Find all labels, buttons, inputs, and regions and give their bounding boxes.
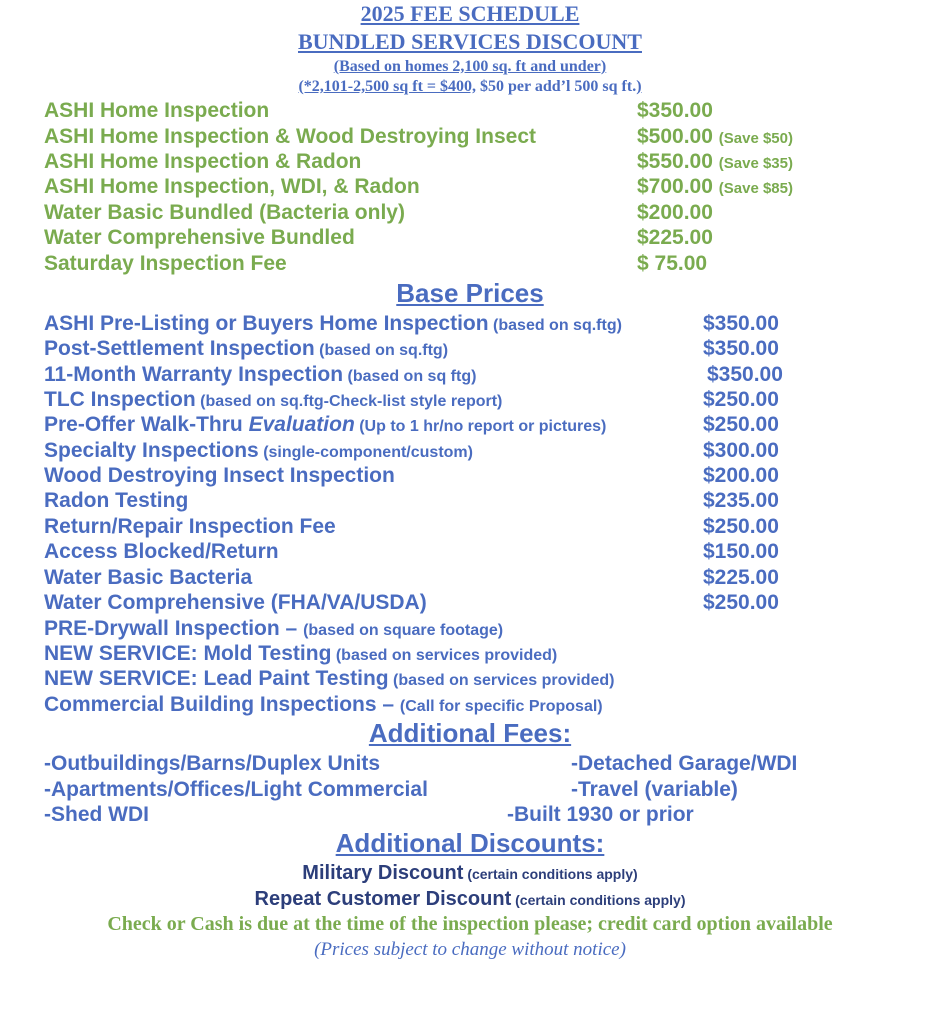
base-item-note: (Call for specific Proposal): [399, 698, 603, 715]
bundled-item: Water Comprehensive Bundled: [44, 226, 355, 249]
bundled-savings: (Save $50): [718, 130, 793, 147]
discount-label: Repeat Customer Discount: [254, 888, 512, 910]
base-item-note: (based on services provided): [388, 672, 615, 689]
base-item: [44, 514, 336, 539]
base-item-note: (based on sq.ftg-Check-list style report): [195, 393, 503, 410]
base-price: $350.00: [703, 312, 779, 335]
bundled-savings: (Save $85): [718, 180, 793, 197]
bundled-item: Water Basic Bundled (Bacteria only): [44, 201, 405, 224]
base-item-label: NEW SERVICE: Lead Paint Testing: [44, 667, 389, 690]
fee-item: -Apartments/Offices/Light Commercial: [44, 778, 428, 801]
base-item-label: Commercial Building Inspections –: [44, 693, 400, 716]
discount-label: Military Discount: [302, 862, 464, 884]
base-item-note: (based on sq.ftg): [488, 317, 622, 334]
base-item-label: Radon Testing: [44, 489, 189, 512]
price-disclaimer: (Prices subject to change without notice): [314, 939, 626, 960]
size-note-extra: [0, 78, 940, 96]
base-item-note: (based on services provided): [331, 647, 558, 664]
base-item-label: Wood Destroying Insect Inspection: [44, 464, 395, 487]
base-item-label: Post-Settlement Inspection: [44, 337, 315, 360]
base-prices-heading: Base Prices: [396, 278, 544, 308]
fee-item: -Built 1930 or prior: [507, 803, 694, 826]
base-item-label: Water Comprehensive (FHA/VA/USDA): [44, 591, 427, 614]
bundled-price: [637, 200, 713, 225]
discount-note: (certain conditions apply): [511, 892, 686, 908]
bundled-item: ASHI Home Inspection: [44, 99, 270, 122]
size-note: [0, 58, 940, 76]
size-note-text: (Based on homes 2,100 sq. ft and under): [333, 58, 607, 75]
fee-item: -Detached Garage/WDI: [571, 752, 798, 775]
base-price: $350.00: [703, 337, 779, 360]
additional-fees-heading: Additional Fees:: [368, 718, 572, 748]
base-item-label: Return/Repair Inspection Fee: [44, 515, 336, 538]
base-price: $250.00: [703, 413, 779, 436]
size-note-extra-rest: $50 per add’l 500 sq ft.: [476, 78, 637, 95]
bundled-price: [637, 124, 793, 151]
bundled-price-value: $200.00: [637, 201, 713, 224]
bundled-item: Saturday Inspection Fee: [44, 252, 287, 275]
base-item: [44, 362, 476, 389]
base-item-note: (Up to 1 hr/no report or pictures): [354, 418, 607, 435]
base-item-label: Water Basic Bacteria: [44, 566, 253, 589]
size-note-extra-underlined: (*2,101-2,500 sq ft = $400,: [298, 78, 477, 95]
base-item-note: (based on sq.ftg): [314, 342, 449, 359]
size-note-extra-close: ): [636, 78, 642, 95]
bundled-savings: (Save $35): [718, 155, 793, 172]
additional-discounts-heading: Additional Discounts:: [335, 828, 605, 858]
base-item: [44, 311, 622, 338]
base-item: [44, 438, 473, 465]
base-price: $250.00: [703, 388, 779, 411]
bundled-price-value: $350.00: [637, 99, 713, 122]
bundled-price-value: $ 75.00: [637, 252, 708, 275]
base-price: $225.00: [703, 566, 779, 589]
payment-note: Check or Cash is due at the time of the inspection please; credit card option available: [107, 913, 833, 935]
base-item-note: (single-component/custom): [258, 444, 473, 461]
page-title: 2025 FEE SCHEDULE: [360, 1, 580, 26]
base-item: [44, 539, 279, 564]
base-price: $350.00: [707, 363, 783, 386]
base-item-label: NEW SERVICE: Mold Testing: [44, 642, 332, 665]
bundled-price: [637, 149, 793, 176]
fee-item: -Travel (variable): [571, 778, 738, 801]
base-item: [44, 590, 427, 615]
base-price: $300.00: [703, 439, 779, 462]
base-item: [44, 692, 603, 719]
base-item-label: ASHI Pre-Listing or Buyers Home Inspection: [44, 312, 489, 335]
base-item: [44, 488, 188, 513]
bundled-price: [637, 225, 713, 250]
base-item: [44, 463, 395, 488]
page-subtitle: BUNDLED SERVICES DISCOUNT: [298, 29, 642, 54]
base-price: $150.00: [703, 540, 779, 563]
bundled-item: ASHI Home Inspection & Wood Destroying Insect: [44, 125, 537, 148]
base-item-italic: Evaluation: [248, 413, 355, 436]
bundled-price-value: $500.00: [637, 125, 713, 148]
bundled-price-value: $550.00: [637, 150, 713, 173]
base-item-note: (based on square footage): [303, 622, 504, 639]
bundled-price: [637, 98, 713, 123]
discount-note: (certain conditions apply): [463, 866, 638, 882]
base-item: [44, 412, 606, 439]
base-price: $200.00: [703, 464, 779, 487]
base-item: [44, 616, 503, 643]
base-item: [44, 336, 448, 363]
base-price: $235.00: [703, 489, 779, 512]
military-discount: [0, 862, 940, 885]
base-item: [44, 641, 557, 668]
base-item-label: PRE-Drywall Inspection –: [44, 617, 304, 640]
base-price: $250.00: [703, 515, 779, 538]
fee-item: -Outbuildings/Barns/Duplex Units: [44, 752, 381, 775]
bundled-price: [637, 251, 707, 276]
base-item-label: 11-Month Warranty Inspection: [44, 363, 344, 386]
base-item-note: (based on sq ftg): [343, 368, 477, 385]
base-item: [44, 565, 252, 590]
repeat-customer-discount: [0, 888, 940, 911]
bundled-price-value: $225.00: [637, 226, 713, 249]
bundled-price: [637, 174, 793, 201]
base-item: [44, 666, 614, 693]
bundled-item: ASHI Home Inspection & Radon: [44, 150, 362, 173]
fee-item: -Shed WDI: [44, 803, 149, 826]
bundled-item: ASHI Home Inspection, WDI, & Radon: [44, 175, 420, 198]
bundled-price-value: $700.00: [637, 175, 713, 198]
base-item-label: Pre-Offer Walk-Thru: [44, 413, 249, 436]
base-item-label: TLC Inspection: [44, 388, 196, 411]
base-item-label: Specialty Inspections: [44, 439, 259, 462]
base-item-label: Access Blocked/Return: [44, 540, 279, 563]
base-price: $250.00: [703, 591, 779, 614]
base-item: [44, 387, 502, 414]
